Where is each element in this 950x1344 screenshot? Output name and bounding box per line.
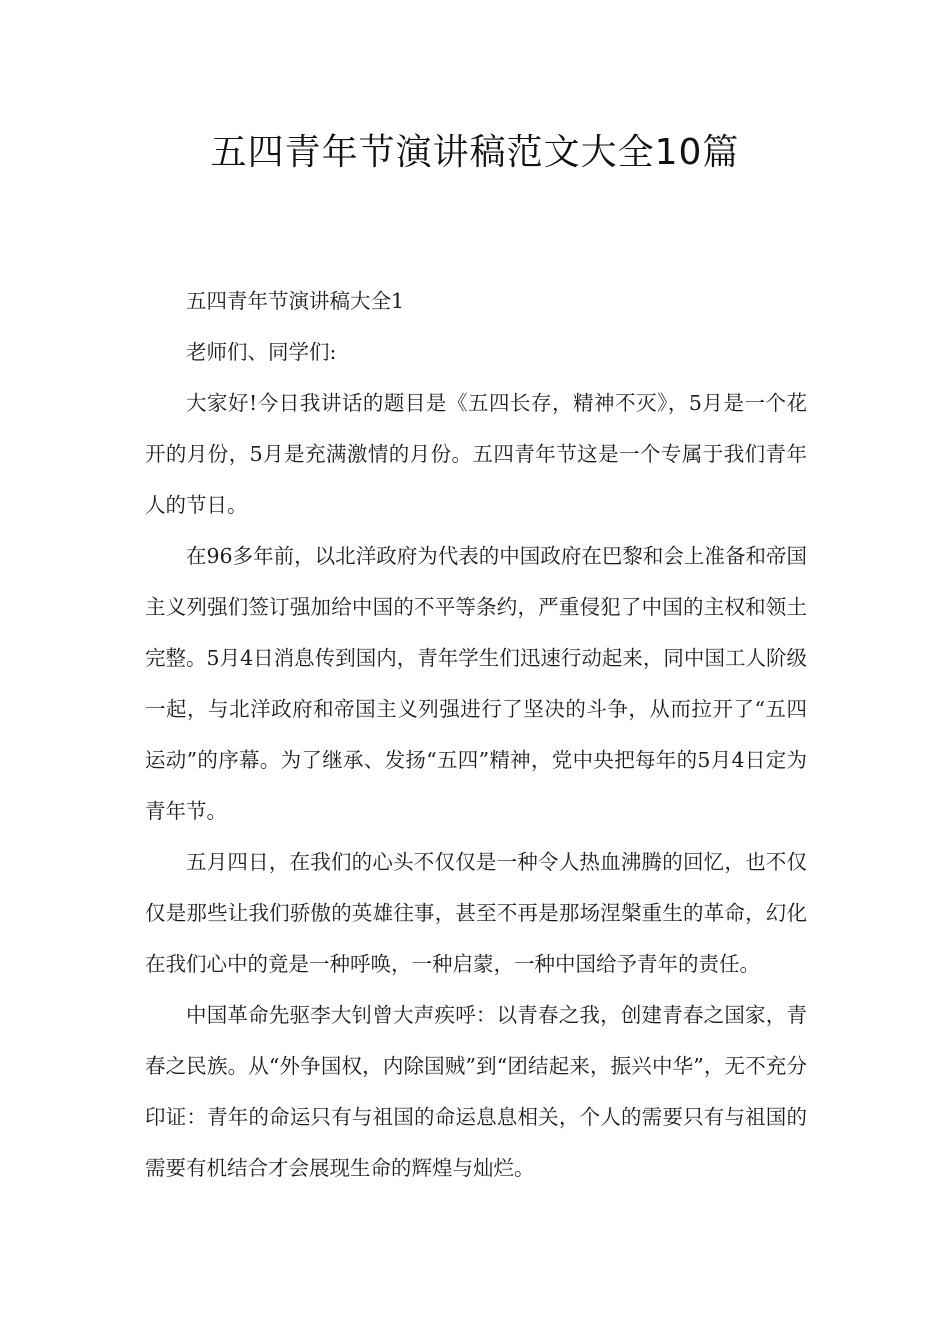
paragraph-1: 大家好!今日我讲话的题目是《五四长存，精神不灭》，5月是一个花开的月份，5月是充满激情的月份。五四青年节这是一个专属于我们青年人的节日。	[145, 391, 807, 517]
paragraph-2: 在96多年前，以北洋政府为代表的中国政府在巴黎和会上准备和帝国主义列强们签订强加给中国的不平等条约，严重侵犯了中国的主权和领土完整。5月4日消息传到国内，青年学生们迅速行动起来，同中国工人阶级一起，与北洋政府和帝国主义列强进行了坚决的斗争，从而拉开了“五四运动”的序幕。为了继承、发扬“五四”精神，党中央把每年的5月4日定为青年节。	[145, 544, 807, 823]
salutation: 老师们、同学们:	[186, 340, 337, 364]
document-body	[145, 276, 807, 1194]
document-title: 五四青年节演讲稿范文大全10篇	[210, 132, 740, 173]
section-heading: 五四青年节演讲稿大全1	[186, 289, 405, 313]
paragraph-4: 中国革命先驱李大钊曾大声疾呼：以青春之我，创建青春之国家，青春之民族。从“外争国权，内除国贼”到“团结起来，振兴中华”，无不充分印证：青年的命运只有与祖国的命运息息相关，个人的需要只有与祖国的需要有机结合才会展现生命的辉煌与灿烂。	[145, 1003, 807, 1180]
paragraph-3: 五月四日，在我们的心头不仅仅是一种令人热血沸腾的回忆，也不仅仅是那些让我们骄傲的英雄往事，甚至不再是那场涅槃重生的革命，幻化在我们心中的竟是一种呼唤，一种启蒙，一种中国给予青年的责任。	[145, 850, 807, 976]
